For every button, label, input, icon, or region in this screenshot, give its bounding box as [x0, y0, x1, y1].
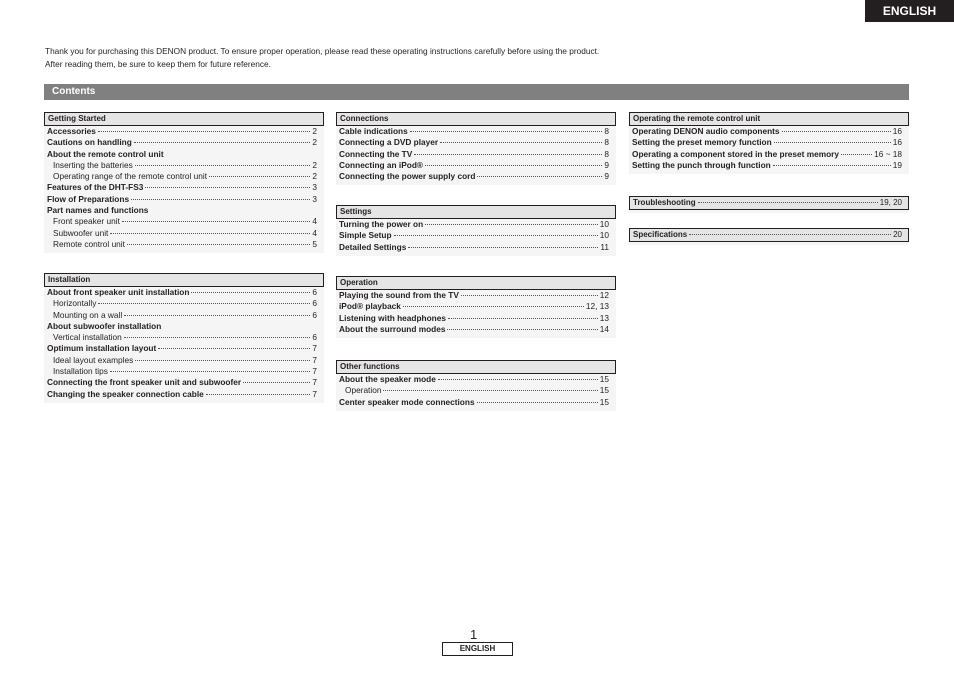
intro-line-2: After reading them, be sure to keep them for future reference.	[45, 58, 271, 69]
section-other-functions	[336, 360, 616, 411]
toc-subentry[interactable]: Subwoofer unit 4	[53, 227, 317, 238]
page-number: 1	[470, 627, 478, 642]
toc-entry[interactable]: Changing the speaker connection cable 7	[47, 388, 317, 399]
intro-text	[45, 45, 599, 70]
toc-entry[interactable]: About subwoofer installation	[47, 320, 162, 331]
section-title: Settings	[336, 205, 616, 219]
toc-entry[interactable]: Center speaker mode connections 15	[339, 396, 609, 407]
toc-entry[interactable]: Part names and functions	[47, 205, 149, 216]
section-settings	[336, 205, 616, 256]
section-title: Operation	[336, 276, 616, 290]
contents-heading: Contents	[44, 84, 909, 100]
toc-entry[interactable]: Simple Setup 10	[339, 230, 609, 241]
toc-entry[interactable]: About the remote control unit	[47, 148, 164, 159]
toc-entry-troubleshooting[interactable]: Troubleshooting 19, 20	[629, 196, 909, 210]
section-title: Operating the remote control unit	[629, 112, 909, 126]
toc-entry[interactable]: Setting the punch through function 19	[632, 159, 902, 170]
toc-entry[interactable]: About the speaker mode 15	[339, 374, 609, 384]
section-title: Getting Started	[44, 112, 324, 126]
toc-entry[interactable]: Optimum installation layout 7	[47, 343, 317, 354]
toc-entry[interactable]: Connecting an iPod® 9	[339, 159, 609, 170]
toc-entry-specifications[interactable]: Specifications 20	[629, 228, 909, 242]
toc-subentry[interactable]: Operating range of the remote control unit 2	[53, 171, 317, 182]
toc-entry[interactable]: Connecting the TV 8	[339, 148, 609, 159]
section-operation	[336, 276, 616, 338]
toc-entry[interactable]: Cable indications 8	[339, 126, 609, 136]
language-tab: ENGLISH	[865, 0, 954, 22]
toc-entry[interactable]: Flow of Preparations 3	[47, 193, 317, 204]
intro-line-1: Thank you for purchasing this DENON product. To ensure proper operation, please read these operating instructions carefully before using the product.	[45, 46, 600, 56]
footer-language-label: ENGLISH	[442, 642, 513, 656]
toc-entry[interactable]: Turning the power on 10	[339, 219, 609, 229]
toc-entry[interactable]: iPod® playback 12, 13	[339, 301, 609, 312]
section-remote-operating	[629, 112, 909, 174]
toc-entry[interactable]: Cautions on handling 2	[47, 137, 317, 148]
toc-subentry[interactable]: Mounting on a wall 6	[53, 309, 317, 320]
section-title: Installation	[44, 273, 324, 287]
toc-subentry[interactable]: Vertical installation 6	[53, 332, 317, 343]
toc-entry[interactable]: Connecting a DVD player 8	[339, 137, 609, 148]
toc-entry[interactable]: About the surround modes 14	[339, 323, 609, 334]
toc-entry[interactable]: Connecting the front speaker unit and subwoofer 7	[47, 377, 317, 388]
toc-entry[interactable]: About front speaker unit installation 6	[47, 287, 317, 297]
toc-subentry[interactable]: Remote control unit 5	[53, 238, 317, 249]
toc-entry[interactable]: Operating a component stored in the preset memory 16 ~ 18	[632, 148, 902, 159]
toc-entry[interactable]: Features of the DHT-FS3 3	[47, 182, 317, 193]
toc-subentry[interactable]: Installation tips 7	[53, 366, 317, 377]
toc-subentry[interactable]: Front speaker unit 4	[53, 216, 317, 227]
toc-entry[interactable]: Listening with headphones 13	[339, 312, 609, 323]
section-title: Other functions	[336, 360, 616, 374]
toc-entry[interactable]: Detailed Settings 11	[339, 241, 609, 252]
toc-subentry[interactable]: Horizontally 6	[53, 298, 317, 309]
toc-subentry[interactable]: Ideal layout examples 7	[53, 354, 317, 365]
section-installation	[44, 273, 324, 403]
toc-entry[interactable]: Connecting the power supply cord 9	[339, 171, 609, 182]
toc-entry[interactable]: Accessories 2	[47, 126, 317, 136]
toc-entry[interactable]: Operating DENON audio components 16	[632, 126, 902, 136]
toc-entry[interactable]: Playing the sound from the TV 12	[339, 290, 609, 300]
section-connections	[336, 112, 616, 185]
section-getting-started	[44, 112, 324, 253]
section-title: Connections	[336, 112, 616, 126]
toc-subentry[interactable]: Operation 15	[345, 385, 609, 396]
toc-subentry[interactable]: Inserting the batteries 2	[53, 159, 317, 170]
toc-entry[interactable]: Setting the preset memory function 16	[632, 137, 902, 148]
section-specifications	[629, 228, 909, 245]
section-troubleshooting	[629, 196, 909, 213]
